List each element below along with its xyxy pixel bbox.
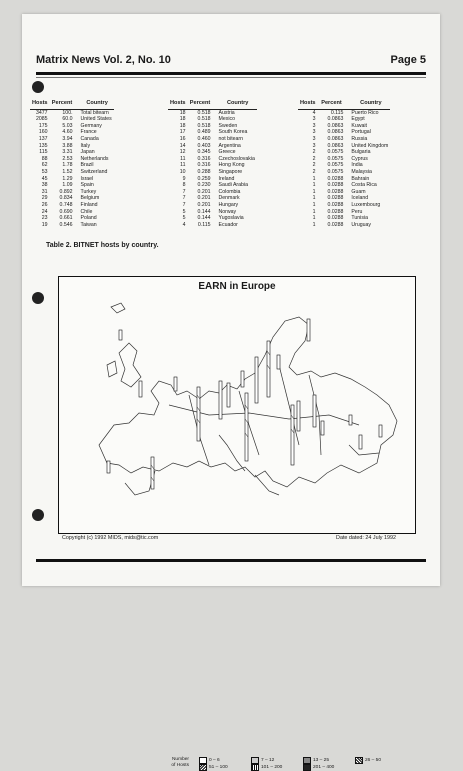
hosts-cell: 53: [41, 168, 48, 175]
percent-cell: 0.0863: [327, 116, 344, 123]
table-row: [30, 162, 114, 169]
hosts-cell: 2085: [36, 116, 48, 123]
table-row: [298, 129, 390, 136]
table-row: [298, 195, 390, 202]
country-cell: South Korea: [218, 129, 248, 136]
percent-cell: 0.316: [197, 155, 211, 162]
percent-cell: 0.0575: [327, 162, 344, 169]
percent-cell: 0.834: [59, 195, 73, 202]
country-cell: India: [351, 162, 363, 169]
column-header: Hosts: [298, 100, 318, 109]
hosts-cell: 3: [312, 129, 316, 136]
map-bar: [219, 381, 222, 419]
binder-hole: [32, 509, 44, 521]
legend-label-hosts: of Hosts: [171, 763, 189, 768]
percent-cell: 0.144: [197, 208, 211, 215]
hosts-table-group-3: [298, 100, 390, 228]
map-bar: [197, 387, 200, 441]
hosts-cell: 137: [38, 135, 48, 142]
hosts-cell: 8: [182, 182, 186, 189]
map-bar: [151, 457, 154, 489]
hosts-cell: 2: [312, 149, 316, 156]
country-cell: Switzerland: [80, 168, 108, 175]
country-cell: Turkey: [80, 188, 97, 195]
binder-hole: [32, 81, 44, 93]
country-cell: Puerto Rico: [351, 109, 379, 116]
hosts-cell: 12: [179, 149, 186, 156]
table-row: [30, 209, 114, 216]
table-row: [298, 182, 390, 189]
footer-rule: [36, 559, 426, 562]
map-outline: [119, 343, 141, 387]
hosts-cell: 17: [179, 129, 186, 136]
percent-cell: 0.0288: [327, 208, 344, 215]
legend-item: 0 – 6: [199, 757, 220, 764]
percent-cell: 0.0863: [327, 142, 344, 149]
percent-cell: 0.316: [197, 162, 211, 169]
table-header-row: [168, 100, 257, 109]
map-title: EARN in Europe: [198, 281, 276, 292]
country-cell: Brazil: [80, 162, 94, 169]
table-row: [30, 116, 114, 123]
percent-cell: 0.0288: [327, 215, 344, 222]
percent-cell: 0.201: [197, 195, 211, 202]
table-row: [168, 202, 257, 209]
map-bar: [119, 330, 122, 340]
column-header: Country: [345, 100, 390, 109]
table-row: [298, 176, 390, 183]
percent-cell: 0.0288: [327, 221, 344, 228]
document-page: [22, 14, 440, 770]
hosts-cell: 1: [312, 182, 316, 189]
country-cell: Luxembourg: [351, 201, 381, 208]
hosts-cell: 5: [182, 215, 186, 222]
hosts-cell: 2: [312, 168, 316, 175]
percent-cell: 1.52: [62, 168, 73, 175]
hosts-cell: 2: [312, 162, 316, 169]
map-bar: [349, 415, 352, 425]
percent-cell: 1.09: [62, 182, 73, 189]
hosts-cell: 5: [182, 208, 186, 215]
percent-cell: 2.53: [62, 155, 73, 162]
map-outline: [255, 475, 279, 495]
country-cell: Yugoslavia: [218, 215, 244, 222]
map-bar: [379, 425, 382, 437]
legend-label-number: Number: [171, 757, 189, 762]
country-cell: Mexico: [218, 116, 235, 123]
country-cell: Germany: [80, 122, 102, 129]
hosts-cell: 175: [38, 122, 48, 129]
country-cell: Ireland: [218, 175, 235, 182]
table-row: [30, 136, 114, 143]
country-cell: Russia: [351, 135, 368, 142]
country-cell: Malaysia: [351, 168, 372, 175]
hosts-cell: 9: [182, 175, 186, 182]
map-bar: [313, 395, 316, 427]
percent-cell: 0.0575: [327, 168, 344, 175]
percent-cell: 0.201: [197, 188, 211, 195]
percent-cell: 0.460: [197, 135, 211, 142]
country-cell: Taiwan: [80, 221, 97, 228]
percent-cell: 0.144: [197, 215, 211, 222]
map-bar: [241, 371, 244, 387]
table-row: [168, 222, 257, 229]
table-row: [168, 149, 257, 156]
percent-cell: 3.31: [62, 149, 73, 156]
country-cell: Czechoslovakia: [218, 155, 255, 162]
hosts-cell: 115: [39, 149, 48, 156]
column-header: Country: [213, 100, 257, 109]
percent-cell: 0.546: [59, 221, 73, 228]
percent-cell: 0.0288: [327, 188, 344, 195]
country-cell: Cyprus: [351, 155, 368, 162]
table-row: [168, 136, 257, 143]
percent-cell: 0.0288: [327, 175, 344, 182]
header-rule: [36, 72, 426, 75]
table-row: [168, 162, 257, 169]
binder-hole: [32, 292, 44, 304]
percent-cell: 0.0288: [327, 182, 344, 189]
table-header-row: [30, 100, 114, 109]
hosts-cell: 62: [41, 162, 48, 169]
map-outline: [125, 471, 155, 495]
country-cell: Greece: [218, 149, 236, 156]
table-row: [168, 156, 257, 163]
country-cell: Bulgaria: [351, 149, 371, 156]
hosts-cell: 1: [312, 195, 316, 202]
percent-cell: 0.0863: [327, 129, 344, 136]
percent-cell: 0.288: [197, 168, 211, 175]
hosts-table-group-2: [168, 100, 257, 228]
percent-cell: 0.201: [197, 201, 211, 208]
hosts-cell: 1: [312, 188, 316, 195]
country-cell: Hong Kong: [218, 162, 245, 169]
hosts-cell: 31: [41, 188, 48, 195]
map-bar: [297, 401, 300, 431]
hosts-cell: 3: [312, 116, 316, 123]
legend-item: 26 – 50: [355, 757, 381, 764]
percent-cell: 0.0863: [327, 135, 344, 142]
table-row: [30, 129, 114, 136]
percent-cell: 60.0: [62, 116, 73, 123]
percent-cell: 0.0863: [327, 122, 344, 129]
table-row: [168, 215, 257, 222]
table-row: [298, 189, 390, 196]
table-row: [30, 123, 114, 130]
table-row: [168, 182, 257, 189]
map-bar: [255, 357, 258, 403]
percent-cell: 0.518: [197, 116, 211, 123]
table-row: [168, 169, 257, 176]
map-outline: [111, 303, 125, 313]
map-bar: [277, 355, 280, 369]
percent-cell: 0.489: [197, 129, 211, 136]
legend-item: 101 – 200: [251, 764, 282, 771]
table-row: [30, 169, 114, 176]
table-row: [30, 222, 114, 229]
country-cell: Finland: [80, 201, 98, 208]
table-row: [30, 195, 114, 202]
table-row: [168, 116, 257, 123]
table-row: [298, 143, 390, 150]
table-header-row: [298, 100, 390, 109]
country-cell: United States: [80, 116, 112, 123]
percent-cell: 0.661: [59, 215, 73, 222]
country-cell: Spain: [80, 182, 94, 189]
percent-cell: 5.03: [62, 122, 73, 129]
table-row: [30, 202, 114, 209]
country-cell: Bahrain: [351, 175, 370, 182]
hosts-cell: 3: [312, 142, 316, 149]
country-cell: Denmark: [218, 195, 240, 202]
country-cell: Canada: [80, 135, 99, 142]
table-row: [168, 143, 257, 150]
country-cell: Poland: [80, 215, 97, 222]
percent-cell: 1.78: [62, 162, 73, 169]
country-cell: United Kingdom: [351, 142, 389, 149]
map-bar: [245, 393, 248, 461]
table-row: [168, 129, 257, 136]
country-cell: Ecuador: [218, 221, 238, 228]
country-cell: Norway: [218, 208, 237, 215]
hosts-cell: 1: [312, 201, 316, 208]
column-header: Hosts: [30, 100, 50, 109]
hosts-cell: 18: [179, 109, 186, 116]
legend-item: 51 – 100: [199, 764, 228, 771]
country-cell: Guam: [351, 188, 366, 195]
country-cell: Costa Rica: [351, 182, 377, 189]
map-bar: [291, 405, 294, 465]
map-outline: [279, 365, 299, 445]
map-bar: [267, 341, 270, 397]
table-row: [298, 215, 390, 222]
country-cell: Argentina: [218, 142, 241, 149]
percent-cell: 100.: [62, 109, 73, 116]
country-cell: Portugal: [351, 129, 371, 136]
hosts-cell: 1: [312, 215, 316, 222]
column-header: Percent: [50, 100, 75, 109]
percent-cell: 0.115: [197, 221, 211, 228]
country-cell: Hungary: [218, 201, 239, 208]
table-row: [30, 156, 114, 163]
hosts-table-group-1: [30, 100, 114, 228]
legend-item: 13 – 25: [303, 757, 329, 764]
hosts-cell: 7: [182, 188, 186, 195]
hosts-cell: 4: [312, 109, 316, 116]
map-bar: [321, 421, 324, 435]
table-row: [30, 149, 114, 156]
hosts-cell: 3477: [36, 109, 48, 116]
table-row: [30, 215, 114, 222]
hosts-cell: 38: [41, 182, 48, 189]
percent-cell: 0.345: [197, 149, 211, 156]
hosts-cell: 29: [41, 195, 48, 202]
percent-cell: 0.0288: [327, 195, 344, 202]
hosts-cell: 11: [180, 162, 186, 169]
hosts-cell: 19: [41, 221, 48, 228]
country-cell: Sweden: [218, 122, 238, 129]
table-row: [30, 109, 114, 116]
table-row: [168, 176, 257, 183]
percent-cell: 0.259: [197, 175, 211, 182]
percent-cell: 0.518: [197, 122, 211, 129]
page-number: Page 5: [390, 54, 426, 66]
table-row: [298, 116, 390, 123]
country-cell: Saudi Arabia: [218, 182, 248, 189]
table-row: [168, 209, 257, 216]
hosts-cell: 45: [41, 175, 48, 182]
percent-cell: 0.0575: [327, 155, 344, 162]
hosts-cell: 7: [182, 201, 186, 208]
map-outline: [219, 435, 245, 471]
table-row: [168, 109, 257, 116]
map-outline: [107, 361, 117, 377]
table-row: [30, 182, 114, 189]
legend-item: 7 – 12: [251, 757, 274, 764]
country-cell: not bitearn: [218, 135, 244, 142]
hosts-cell: 18: [179, 122, 186, 129]
hosts-cell: 3: [312, 122, 316, 129]
country-cell: Colombia: [218, 188, 241, 195]
hosts-cell: 2: [312, 155, 316, 162]
country-cell: Tunisia: [351, 215, 368, 222]
percent-cell: 1.29: [62, 175, 73, 182]
hosts-cell: 135: [38, 142, 48, 149]
country-cell: Singapore: [218, 168, 243, 175]
percent-cell: 3.94: [62, 135, 73, 142]
column-header: Percent: [188, 100, 213, 109]
column-header: Hosts: [168, 100, 188, 109]
table-row: [298, 156, 390, 163]
hosts-cell: 1: [312, 221, 316, 228]
percent-cell: 0.892: [59, 188, 73, 195]
hosts-cell: 16: [179, 135, 186, 142]
country-cell: Austria: [218, 109, 235, 116]
hosts-cell: 18: [179, 116, 186, 123]
percent-cell: 4.60: [62, 129, 73, 136]
hosts-cell: 11: [180, 155, 186, 162]
country-cell: France: [80, 129, 97, 136]
country-cell: Belgium: [80, 195, 100, 202]
percent-cell: 0.115: [330, 109, 344, 116]
table-row: [298, 162, 390, 169]
hosts-cell: 3: [312, 135, 316, 142]
country-cell: Iceland: [351, 195, 369, 202]
table-row: [298, 209, 390, 216]
hosts-cell: 26: [41, 201, 48, 208]
percent-cell: 0.0288: [327, 201, 344, 208]
hosts-cell: 23: [41, 215, 48, 222]
legend-item: 201 – 400: [303, 764, 334, 771]
percent-cell: 3.88: [62, 142, 73, 149]
table-caption: Table 2. BITNET hosts by country.: [46, 242, 159, 249]
hosts-cell: 4: [182, 221, 186, 228]
hosts-cell: 1: [312, 175, 316, 182]
hosts-cell: 24: [41, 208, 48, 215]
country-cell: Peru: [351, 208, 363, 215]
table-row: [168, 123, 257, 130]
map-bar: [307, 319, 310, 341]
table-row: [30, 176, 114, 183]
table-row: [30, 189, 114, 196]
map-bar: [359, 435, 362, 449]
hosts-cell: 88: [41, 155, 48, 162]
hosts-cell: 160: [38, 129, 48, 136]
table-row: [298, 222, 390, 229]
percent-cell: 0.0575: [327, 149, 344, 156]
hosts-cell: 1: [312, 208, 316, 215]
table-row: [30, 143, 114, 150]
date-notice: Date dated: 24 July 1992: [336, 535, 396, 541]
table-row: [168, 195, 257, 202]
table-row: [298, 149, 390, 156]
page-header: [36, 54, 426, 72]
column-header: Percent: [318, 100, 346, 109]
country-cell: Chile: [80, 208, 93, 215]
percent-cell: 0.748: [59, 201, 73, 208]
europe-map: [59, 295, 415, 505]
country-cell: Italy: [80, 142, 91, 149]
percent-cell: 0.403: [197, 142, 211, 149]
hosts-cell: 10: [179, 168, 186, 175]
column-header: Country: [75, 100, 114, 109]
table-row: [298, 169, 390, 176]
country-cell: Japan: [80, 149, 95, 156]
table-row: [298, 136, 390, 143]
country-cell: Israel: [80, 175, 94, 182]
header-rule-thin: [36, 77, 426, 78]
country-cell: Kuwait: [351, 122, 367, 129]
table-row: [298, 123, 390, 130]
percent-cell: 0.230: [197, 182, 211, 189]
map-bar: [227, 383, 230, 407]
country-cell: Egypt: [351, 116, 365, 123]
table-row: [168, 189, 257, 196]
hosts-cell: 7: [182, 195, 186, 202]
map-outline: [349, 445, 379, 455]
map-bar: [107, 461, 110, 473]
table-row: [298, 202, 390, 209]
percent-cell: 0.518: [197, 109, 211, 116]
map-bar: [174, 377, 177, 391]
map-bar: [139, 381, 142, 397]
country-cell: Total bitearn: [80, 109, 109, 116]
newsletter-title: Matrix News Vol. 2, No. 10: [36, 54, 171, 66]
country-cell: Netherlands: [80, 155, 109, 162]
hosts-cell: 14: [179, 142, 186, 149]
country-cell: Uruguay: [351, 221, 372, 228]
table-row: [298, 109, 390, 116]
copyright-notice: Copyright (c) 1992 MIDS, mids@tic.com: [62, 535, 159, 541]
percent-cell: 0.690: [59, 208, 73, 215]
